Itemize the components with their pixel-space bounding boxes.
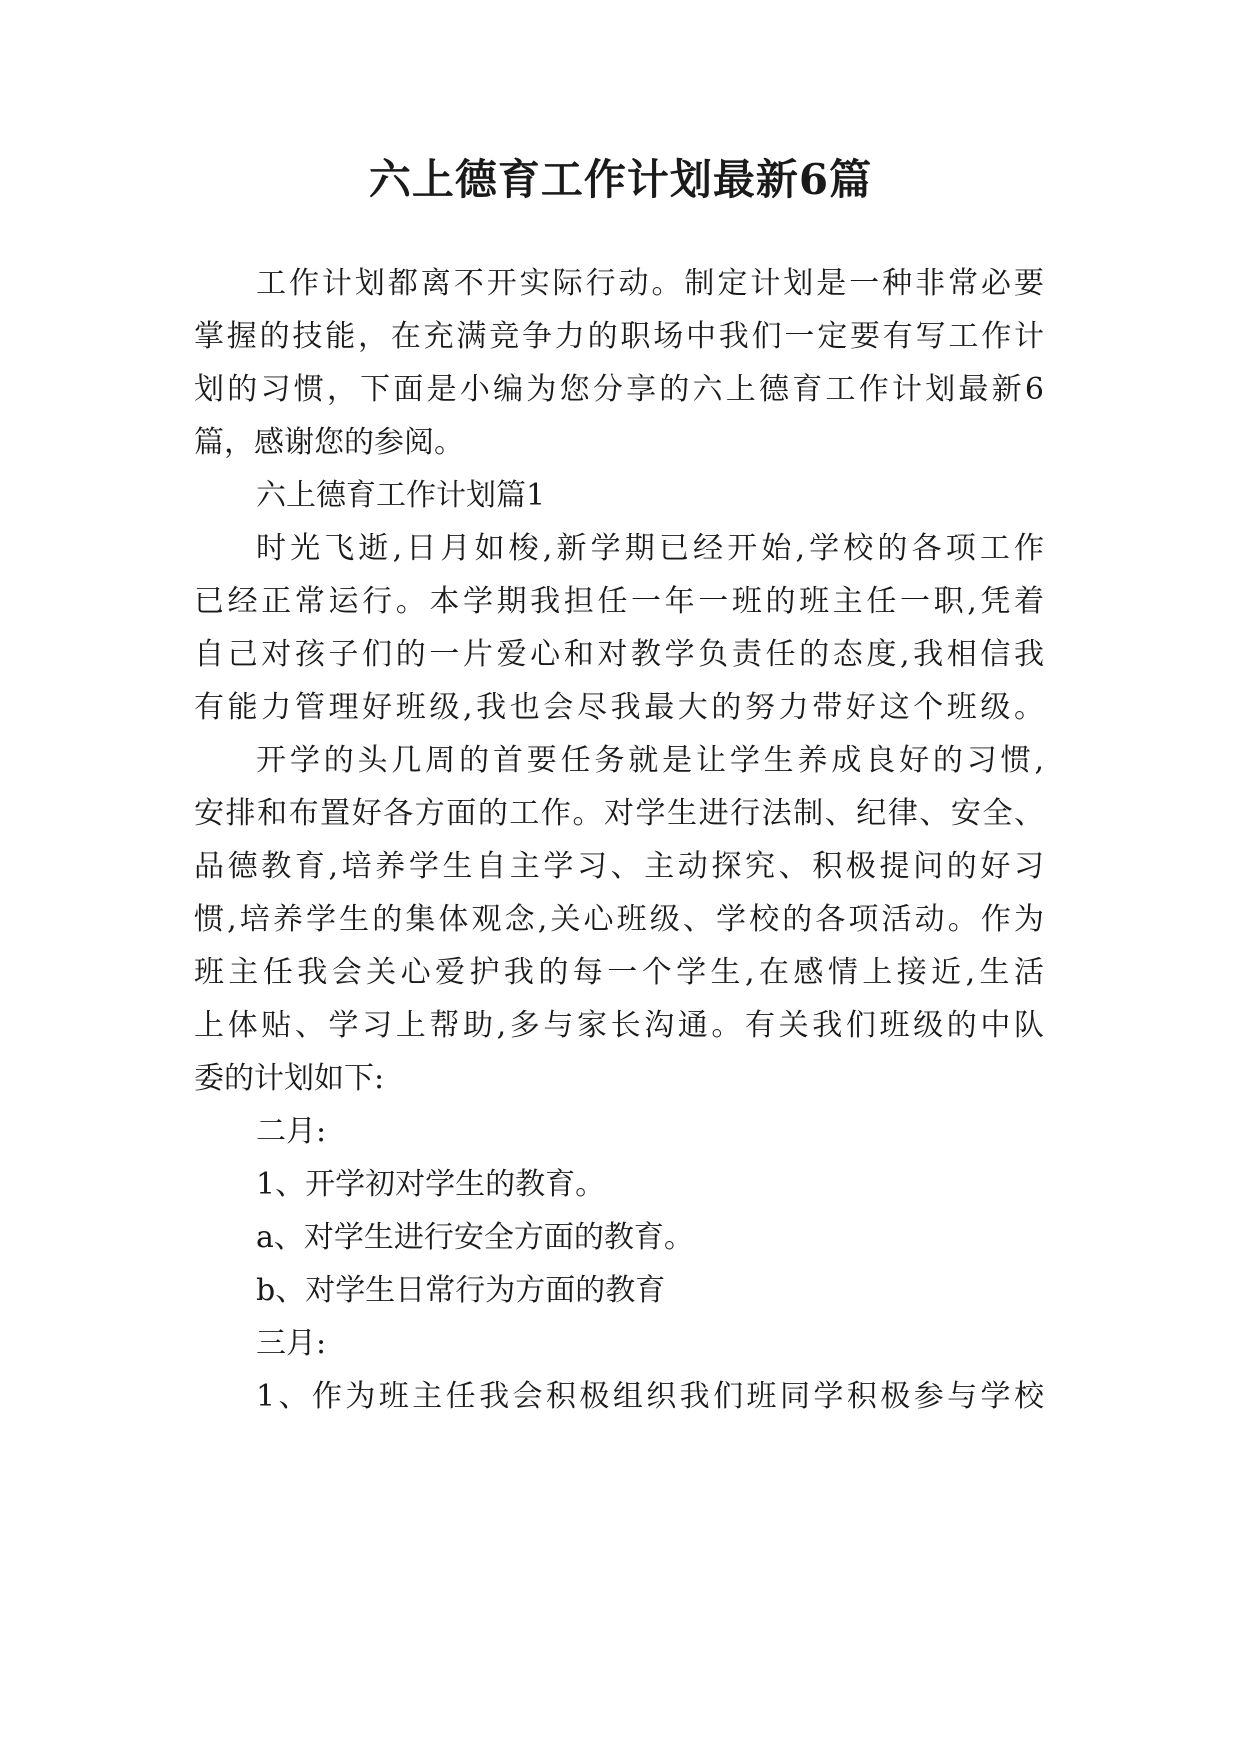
paragraph-line: 惯,培养学生的集体观念,关心班级、学校的各项活动。作为: [194, 902, 1044, 937]
paragraph-line: 已经正常运行。本学期我担任一年一班的班主任一职,凭着: [194, 584, 1044, 619]
paragraph-line: 自己对孩子们的一片爱心和对教学负责任的态度,我相信我: [194, 637, 1044, 672]
paragraph-line: 品德教育,培养学生自主学习、主动探究、积极提问的好习: [194, 849, 1044, 884]
list-item: 1、作为班主任我会积极组织我们班同学积极参与学校: [256, 1379, 1044, 1414]
paragraph-line: 工作计划都离不开实际行动。制定计划是一种非常必要: [256, 266, 1044, 301]
paragraph-line: 开学的头几周的首要任务就是让学生养成良好的习惯,: [256, 743, 1044, 778]
list-item: b、对学生日常行为方面的教育: [256, 1273, 666, 1308]
paragraph-line: 划的习惯，下面是小编为您分享的六上德育工作计划最新6: [194, 372, 1044, 407]
section-heading: 六上德育工作计划篇1: [256, 478, 546, 513]
document-title: 六上德育工作计划最新6篇: [368, 155, 873, 204]
paragraph-line: 班主任我会关心爱护我的每一个学生,在感情上接近,生活: [194, 955, 1044, 990]
paragraph-line: 上体贴、学习上帮助,多与家长沟通。有关我们班级的中队: [194, 1008, 1044, 1043]
paragraph-line: 篇，感谢您的参阅。: [194, 425, 464, 460]
month-heading: 二月:: [256, 1114, 327, 1149]
paragraph-line: 时光飞逝,日月如梭,新学期已经开始,学校的各项工作: [256, 531, 1044, 566]
paragraph-line: 掌握的技能，在充满竞争力的职场中我们一定要有写工作计: [194, 319, 1044, 354]
paragraph-line: 有能力管理好班级,我也会尽我最大的努力带好这个班级。: [194, 690, 1044, 725]
list-item: a、对学生进行安全方面的教育。: [256, 1220, 694, 1255]
list-item: 1、开学初对学生的教育。: [256, 1167, 606, 1202]
paragraph-line: 委的计划如下:: [194, 1061, 385, 1096]
paragraph-line: 安排和布置好各方面的工作。对学生进行法制、纪律、安全、: [194, 796, 1044, 831]
month-heading: 三月:: [256, 1326, 327, 1361]
